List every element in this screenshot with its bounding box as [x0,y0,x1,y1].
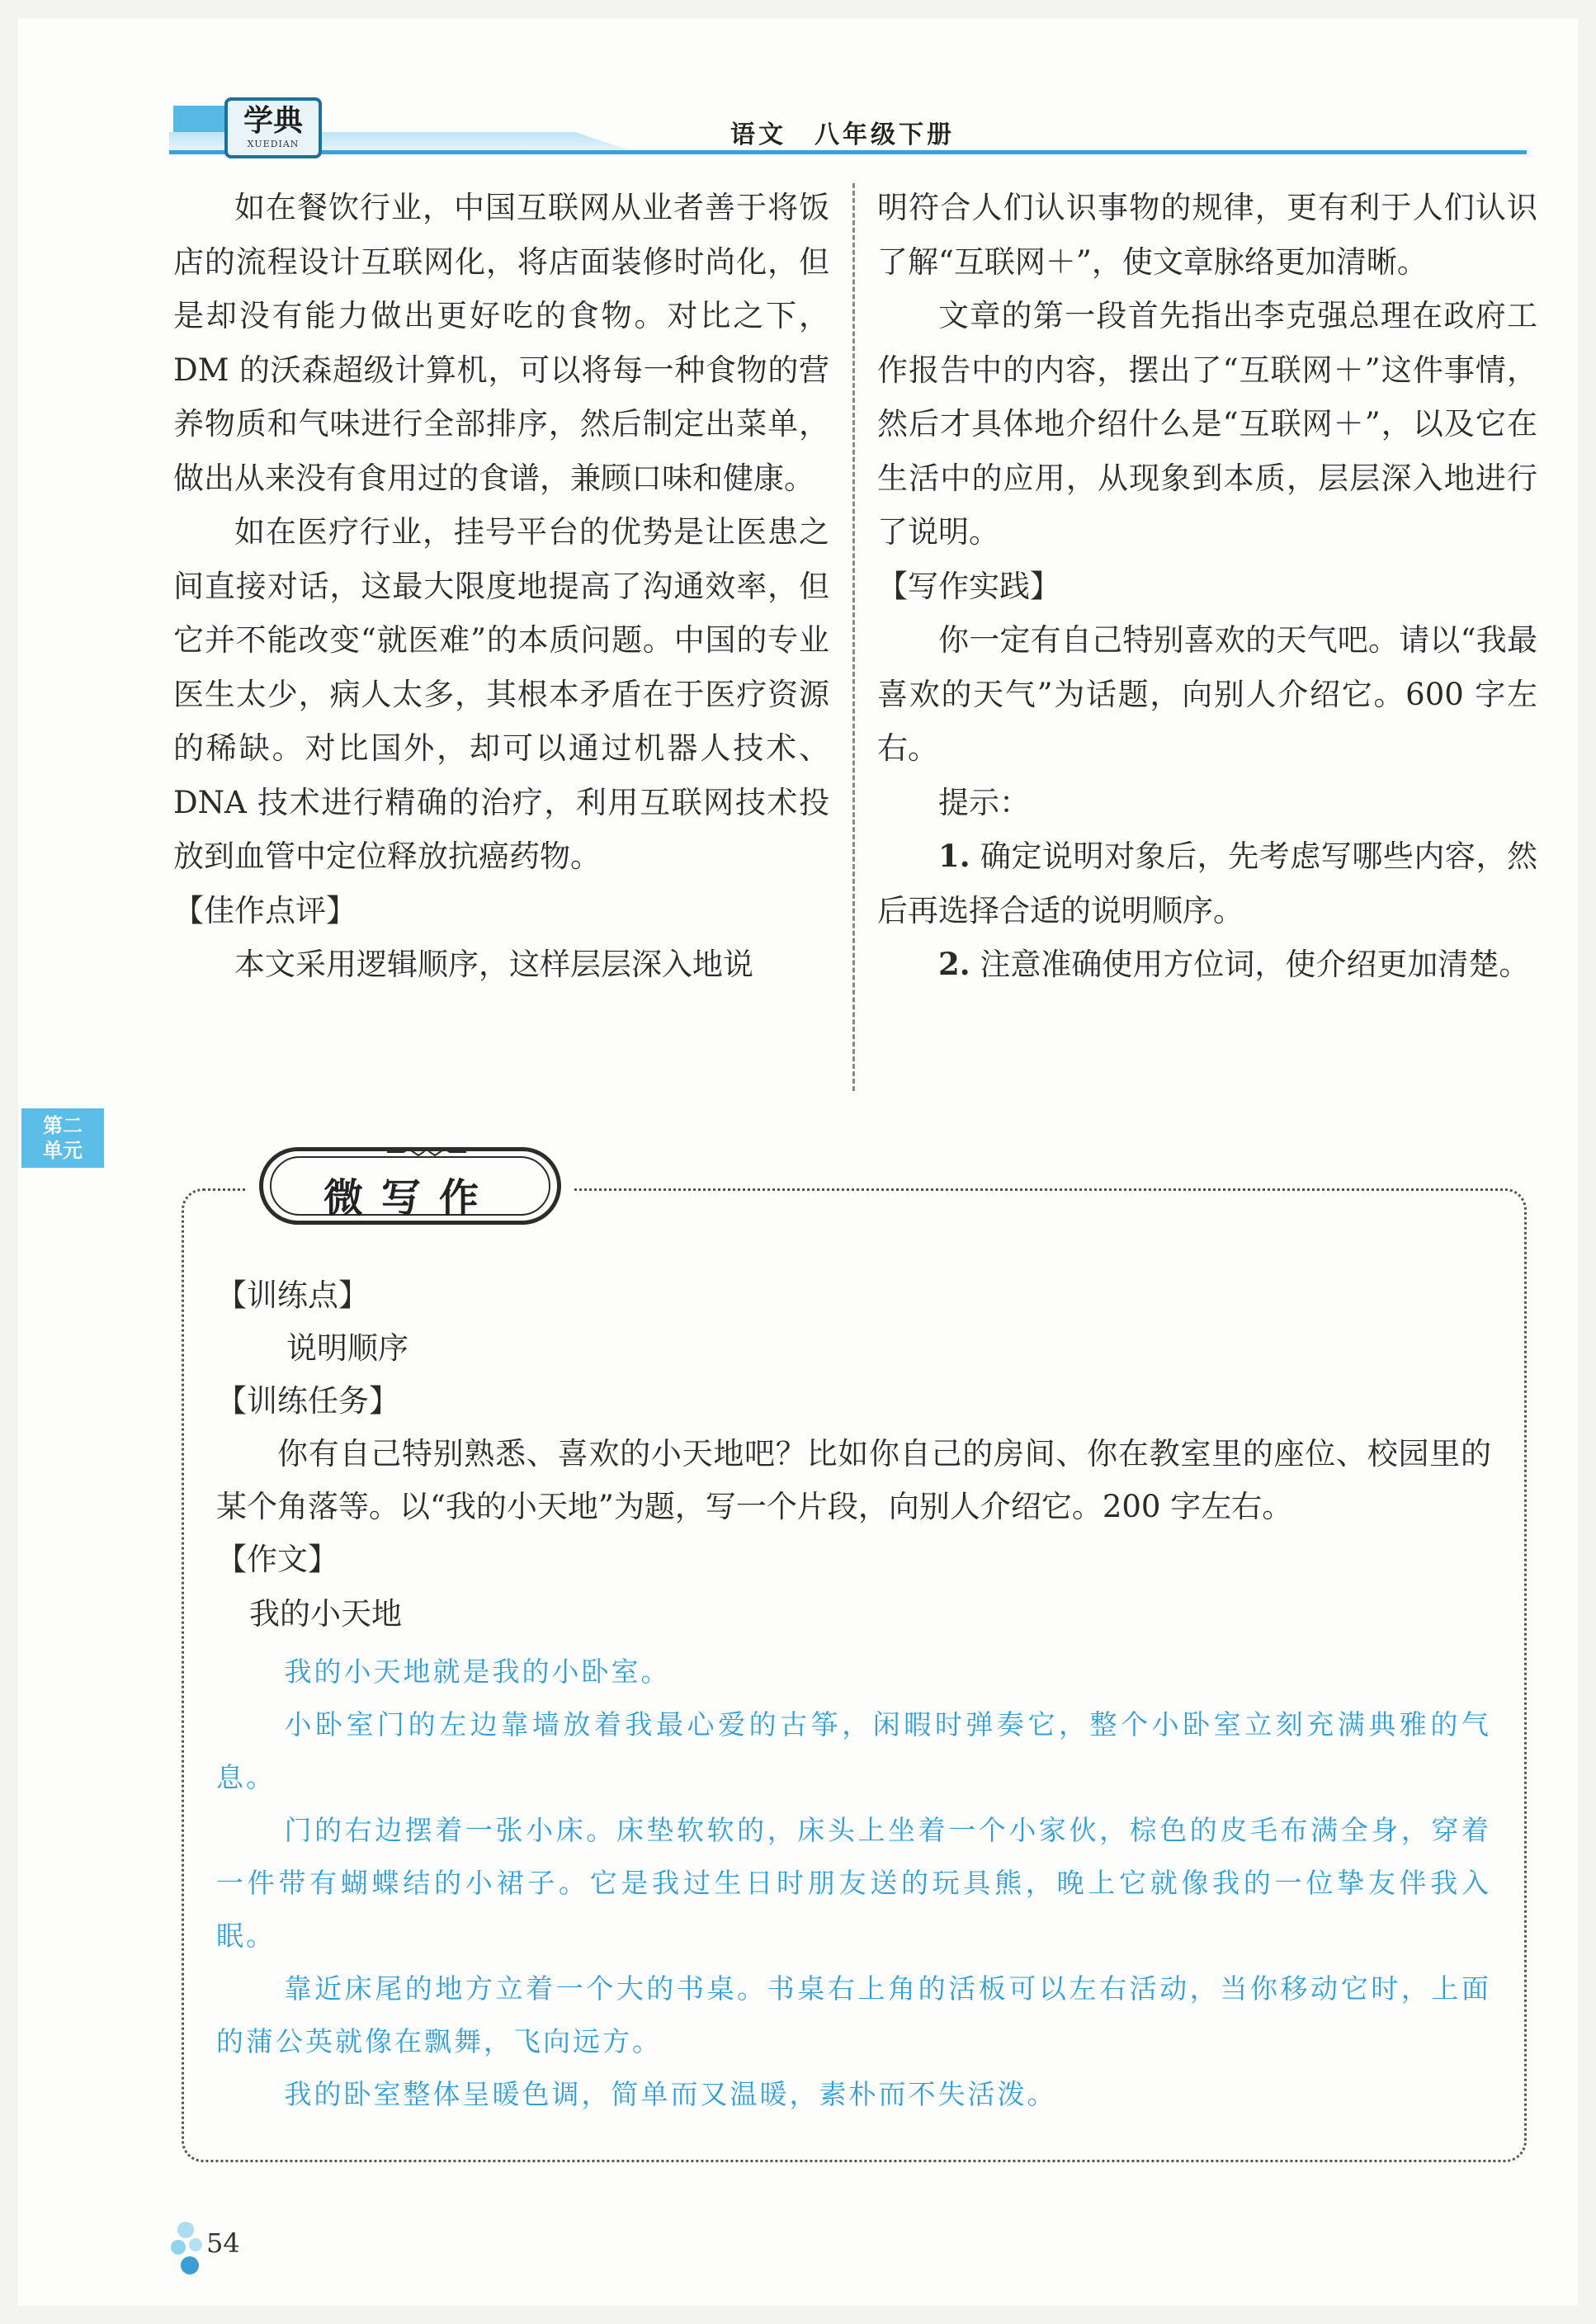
paragraph-review-start: 本文采用逻辑顺序，这样层层深入地说 [234,947,753,982]
column-divider [852,183,855,1091]
essay-title: 我的小天地 [249,1596,402,1632]
hint-label: 提示： [938,784,1030,820]
logo-english: XUEDIAN [247,139,300,149]
banner-title: 微写作 [323,1175,497,1221]
paragraph-review-analysis: 文章的第一段首先指出李克强总理在政府工作报告中的内容，摆出了“互联网＋”这件事情，然后才具体地介绍什么是“互联网＋”，以及它在生活中的应用，从现象到本质，层层深入地进行了说明。 [877,298,1537,550]
hint-item-1 [877,829,1537,938]
essay-paragraph: 我的卧室整体呈暖色调，简单而又温暖，素朴而不失活泼。 [284,2078,1057,2110]
logo-chinese: 学典 [243,103,303,138]
footer-dot [177,2222,194,2238]
left-column [173,181,829,992]
page-header [0,0,1596,165]
publisher-logo [224,97,322,158]
hint-2-text: 注意准确使用方位词，使介绍更加清楚。 [970,947,1530,982]
hint-item-2 [877,938,1537,992]
micro-writing-banner [246,1137,574,1235]
paragraph-medical: 如在医疗行业，挂号平台的优势是让医患之间直接对话，这最大限度地提高了沟通效率，但它并不能改变“就医难”的本质问题。中国的专业医生太少，病人太多，其根本矛盾在于医疗资源的稀缺。对比国外，却可以通过机器人技术、DNA 技术进行精确的治疗，利用互联网技术投放到血管中定位释放抗癌药物。 [173,514,829,874]
essay-paragraph: 我的小天地就是我的小卧室。 [284,1656,671,1688]
header-rule [169,150,1527,154]
banner-ornament-icon [387,1148,466,1156]
hint-2-number: 2. [938,946,970,982]
essay-paragraph: 靠近床尾的地方立着一个大的书桌。书桌右上角的活板可以左右活动，当你移动它时，上面的蒲公英就像在飘舞，飞向远方。 [216,1972,1491,2057]
page-number: 54 [206,2227,240,2259]
right-column [877,181,1537,992]
hint-1-text: 确定说明对象后，先考虑写哪些内容，然后再选择合适的说明顺序。 [877,838,1537,928]
banner-frame [259,1147,561,1225]
essay-paragraph: 门的右边摆着一张小床。床垫软软的，床头上坐着一个小家伙，棕色的皮毛布满全身，穿着一件带有蝴蝶结的小裙子。它是我过生日时朋友送的玩具熊，晚上它就像我的一位挚友伴我入眠。 [216,1814,1491,1952]
training-point-text: 说明顺序 [286,1330,408,1366]
book-title: 语文 八年级下册 [730,120,955,149]
section-heading-review: 【佳作点评】 [173,892,357,928]
section-heading-training-task: 【训练任务】 [216,1383,399,1419]
paragraph-review-continued: 明符合人们认识事物的规律，更有利于人们认识了解“互联网＋”，使文章脉络更加清晰。 [877,190,1537,280]
footer-dot [171,2240,186,2255]
paragraph-catering: 如在餐饮行业，中国互联网从业者善于将饭店的流程设计互联网化，将店面装修时尚化，但是却没有能力做出更好吃的食物。对比之下，DM 的沃森超级计算机，可以将每一种食物的营养物质和气味进行全部排序，然后制定出菜单，做出从来没有食用过的食谱，兼顾口味和健康。 [173,190,829,496]
unit-side-tab [21,1108,104,1168]
footer-dot [181,2256,199,2274]
footer-dot [189,2238,202,2251]
training-task-text: 你有自己特别熟悉、喜欢的小天地吧？比如你自己的房间、你在教室里的座位、校园里的某个角落等。以“我的小天地”为题，写一个片段，向别人介绍它。200 字左右。 [216,1436,1491,1524]
unit-tab-line-2: 单元 [43,1139,83,1162]
section-heading-essay: 【作文】 [216,1542,338,1577]
section-heading-practice: 【写作实践】 [877,568,1060,604]
hint-1-number: 1. [938,838,970,874]
unit-tab-line-1: 第二 [43,1114,83,1137]
section-heading-training-point: 【训练点】 [216,1278,369,1313]
paragraph-practice-prompt: 你一定有自己特别喜欢的天气吧。请以“我最喜欢的天气”为话题，向别人介绍它。600 字左右。 [877,622,1537,766]
essay-paragraph: 小卧室门的左边靠墙放着我最心爱的古筝，闲暇时弹奏它，整个小卧室立刻充满典雅的气息。 [216,1708,1491,1793]
micro-writing-content [216,1269,1491,2121]
handwritten-essay [216,1646,1491,2121]
